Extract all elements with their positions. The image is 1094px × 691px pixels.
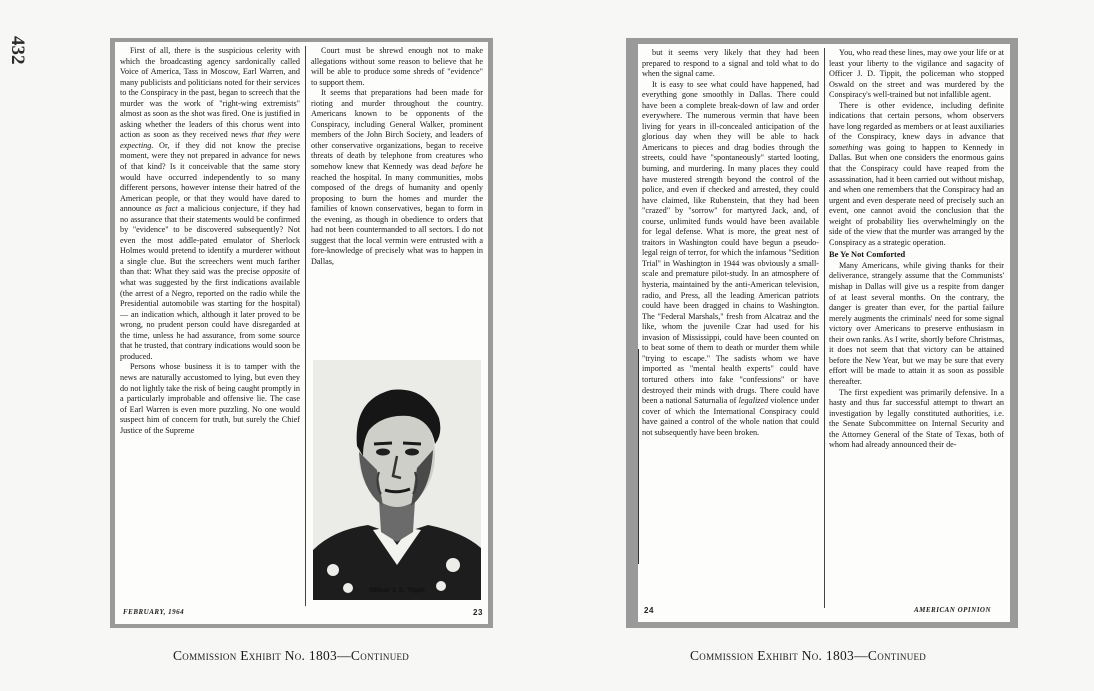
- left-column-2: [311, 46, 483, 362]
- column-rule: [824, 48, 825, 608]
- exhibit-caption-left: Commission Exhibit No. 1803—Continued: [173, 648, 410, 663]
- left-column-1: [120, 46, 300, 606]
- paragraph: There is other evidence, including definite indications that certain persons, whom observers have long regarded as members or at least auxiliaries of the Conspiracy, knew days in advance that something was going to happen to Kennedy in Dallas. But when one considers the enormous gains that the Conspiracy could have reaped from the assassination, had it been carried out without mishap, and when one remembers that the Conspiracy had an urgent and even desperate need of precisely such an event, one cannot avoid the conclusion that the weight of probability lies overwhelmingly on the side of the view that the murder was arranged by the Conspiracy as a strategic operation.: [829, 100, 1005, 247]
- page-sheet: [638, 44, 1010, 622]
- officer-photo: [313, 360, 481, 600]
- page-number: 23: [473, 608, 483, 617]
- section-heading: Be Ye Not Comforted: [829, 250, 906, 260]
- photo-caption: Officer J. D. Tippit: [369, 587, 425, 594]
- page-number: 24: [644, 606, 654, 615]
- right-column-1: [642, 48, 819, 608]
- paragraph: The first expedient was primarily defensive. In a hasty and thus far successful attempt to thwart an investigation by legally constituted authorities, i.e. the Senate Subcommittee on Internal Security and the Attorney General of the State of Texas, both of whom had already announced their de-: [829, 387, 1004, 450]
- exhibit-page-number: 432: [7, 36, 28, 65]
- paragraph: It is easy to see what could have happened, had everything gone smoothly in Dallas. There could have been a complete break-down of law and order everywhere. The numerous vermin that have been living for years in ill-concealed anticipation of the glorious day when they will be able to hack Americans to pieces and drag bodies through the streets, could have "spontaneously" started looting, burning, and murdering. In many places they could have mustered strength beyond the control of the police, and even if checked and arrested, they could have claimed, like Rubenstein, that they had been "crazed" by "sorrow" for martyred Jack, and, of course, unlimited funds would have been available for legal defense. What is more, the great nest of traitors in Washington could have begun a pseudo-legal reign of terror, for which the infamous "Sedition Trial" in Washington in 1944 was obviously a small-scale and premature pilot-study. In an atmosphere of hysteria, maintained by the anti-American television, radio, and Press, all the leading American patriots could have been dragged in chains to Washington. The "Federal Marshals," fresh from Alcatraz and the like, whom the juvenile Czar had used for his invasion of Mississippi, could have been counted on to beat some of them to death or murder them while "trying to escape." The sadists whom we have imported as "mental health experts" could have tortured others into fake "confessions" or have destroyed their minds with drugs. There could have been a national Saturnalia of legalized violence under cover of which the International Conspiracy could have gained a control of the whole nation that could not subsequently have been broken.: [642, 79, 820, 437]
- paragraph: Many Americans, while giving thanks for their deliverance, strangely assume that the Communists' mishap in Dallas will give us a respite from danger of at least several months. On the contrary, the danger is greater than ever, for the partial failure merely augments the criminals' need for some signal victory over Americans to preserve enthusiasm in their own ranks. As I write, shortly before Christmas, it does not seem that that victory can be attained before the New Year, but we may be sure that every effort will be made to attain it as soon as possible thereafter.: [829, 260, 1004, 386]
- paragraph: You, who read these lines, may owe your life or at least your liberty to the vigilance and sagacity of Officer J. D. Tippit, the policeman who stopped Oswald on the street and was murdered by the Conspiracy's well-trained but not infallible agent.: [829, 48, 1004, 100]
- paragraph: Persons whose business it is to tamper with the news are naturally accustomed to lying, but even they do not lightly take the risk of being caught promptly in a particularly improbable and offensive lie. The case of Earl Warren is even more puzzling. No one would suspect him of concern for truth, but surely the Chief Justice of the Supreme: [120, 362, 300, 435]
- paragraph: Court must be shrewd enough not to make allegations without some reason to believe that he will be able to produce some shreds of "evidence" to support them.: [311, 46, 483, 87]
- publication-name: AMERICAN OPINION: [914, 606, 992, 614]
- page-sheet: [115, 42, 488, 624]
- column-rule: [305, 46, 306, 606]
- paragraph: First of all, there is the suspicious celerity with which the broadcasting agency sardonically called Voice of America, Tass in Moscow, Earl Warren, and many publicists and politicians noted for their services to the Conspiracy in the past, began to screech that the murder was the work of "right-wing extremists" almost as soon as the shot was fired. One is justified in asking whether the leaders of this chorus went into action as soon as they received news that they were expecting. Or, if they did not know the precise moment, were they not prepared in advance for news of that kind? Is it conceivable that the same story would have occurred independently to so many different persons, however intense their hatred of the American people, or that they would have dared to announce as fact a malicious conjecture, if they had no assurance that their statements would be confirmed by "evidence" to be discovered subsequently? Not even the most addle-pated emulator of Sherlock Holmes would pretend to identify a murderer without a single clue. But the screechers went much farther than that: What they said was the precise opposite of what was suggested by the first indications available (the arrest of a Negro, reported on the radio while the Presidential automobile was starting for the hospital) — an indication which, although it later proved to be wrong, no prudent person could have disregarded at the time, unless he had assurance, from some source that he trusted, that contrary indications would soon be produced.: [120, 46, 301, 361]
- portrait-image: [313, 360, 481, 600]
- issue-date: FEBRUARY, 1964: [123, 608, 185, 616]
- magazine-page-left: [110, 38, 493, 628]
- magazine-page-right: [626, 38, 1018, 628]
- right-column-2: [829, 48, 1004, 608]
- paragraph: It seems that preparations had been made for rioting and murder throughout the country. Americans known to be opponents of the Conspiracy, including General Walker, prominent members of the John Birch Society, and leaders of other conservative organizations, began to receive threats of death by telephone from creatures who somehow knew that Kennedy was dead before he reached the hospital. In many communities, mobs composed of the dregs of humanity and openly proposing to burn the homes and murder the families of known conservatives, began to form in the evening, as though in obedience to orders that had not been countermanded to all sectors. I do not suggest that the local vermin were entrusted with a fore-knowledge of precisely what was to happen in Dallas,: [311, 88, 483, 266]
- paragraph: but it seems very likely that they had been prepared to respond to a signal and told what to do when the signal came.: [642, 48, 819, 79]
- exhibit-caption-right: Commission Exhibit No. 1803—Continued: [690, 648, 927, 663]
